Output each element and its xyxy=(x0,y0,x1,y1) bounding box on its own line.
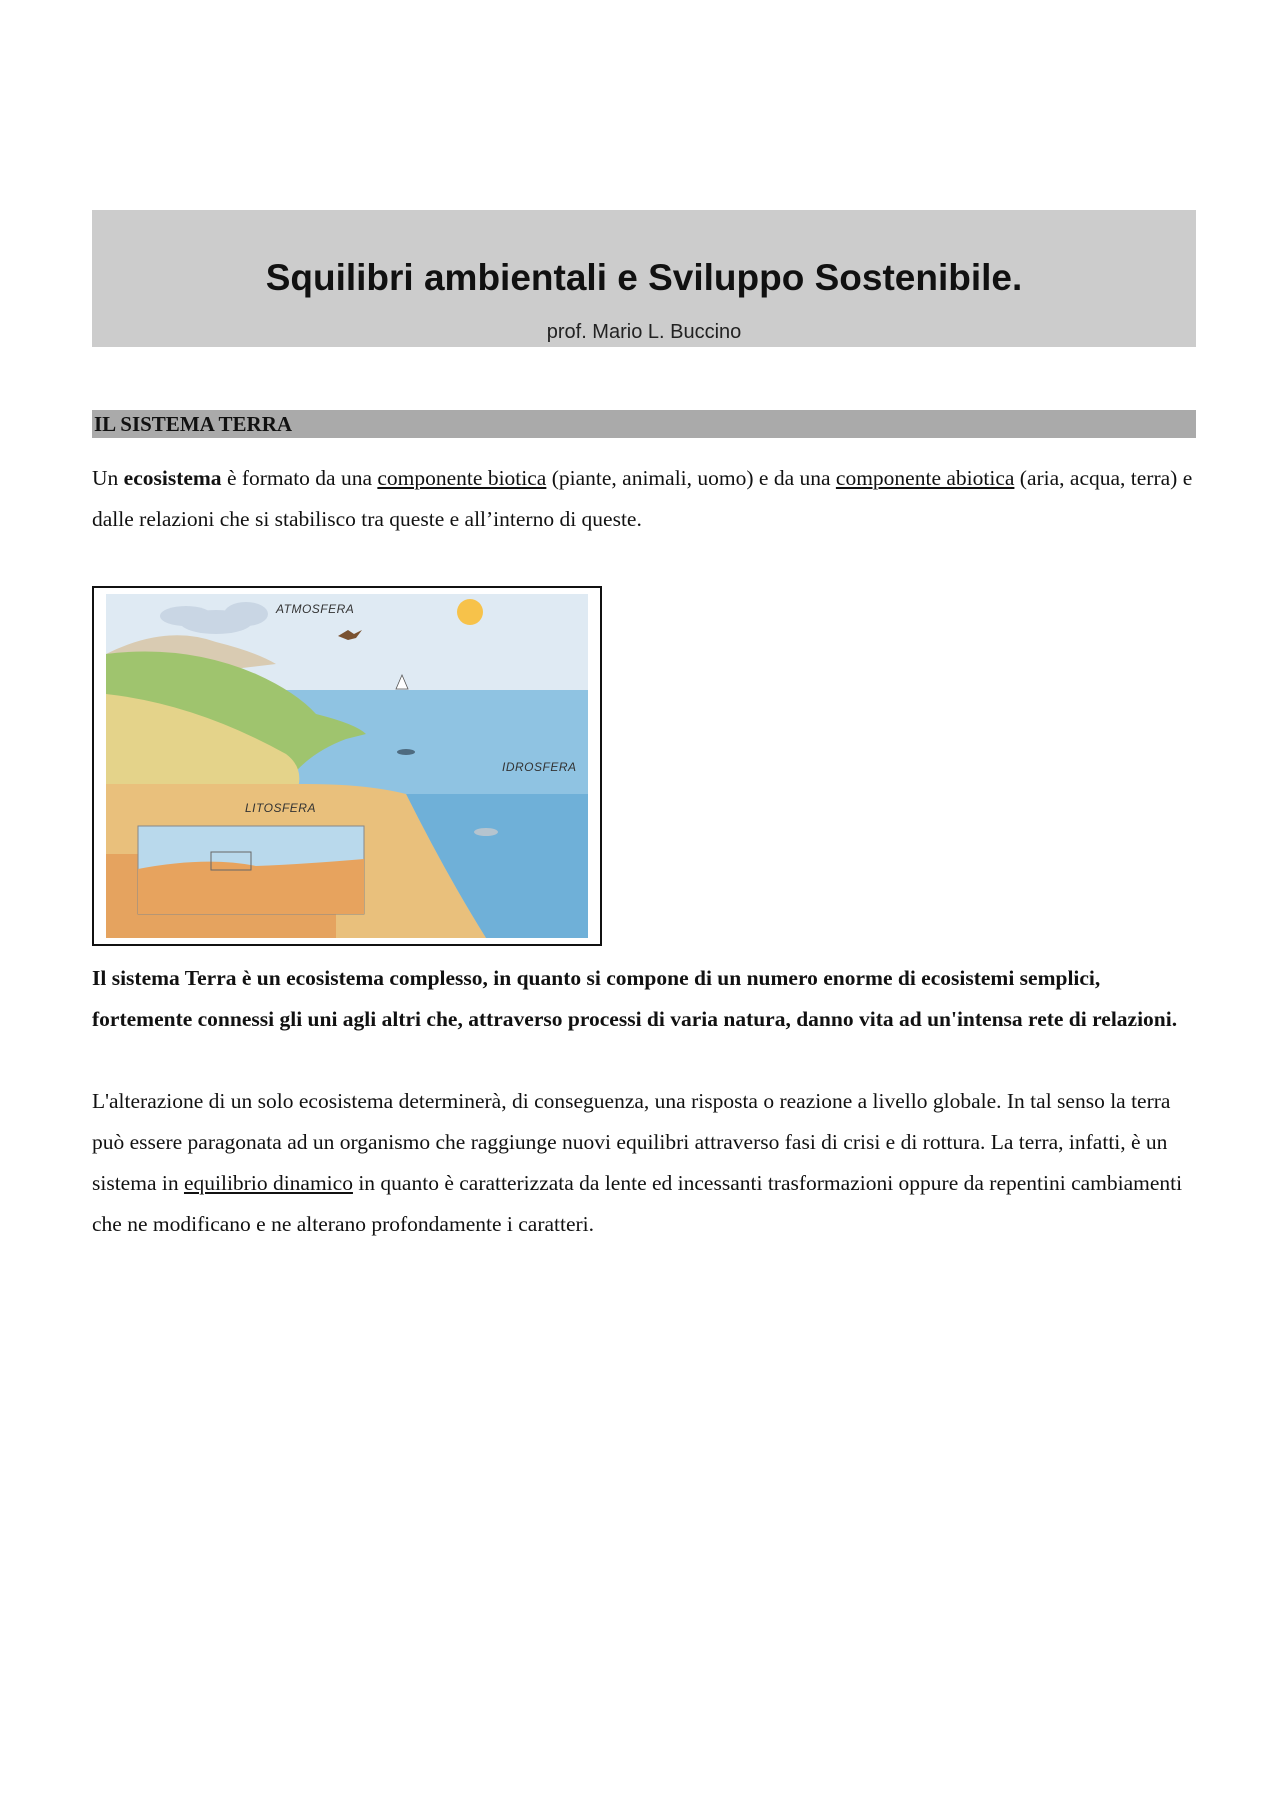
section-heading-bar xyxy=(92,410,1196,438)
sun-icon xyxy=(457,599,483,625)
author-line: prof. Mario L. Buccino xyxy=(546,320,742,343)
term-componente-abiotica: componente abiotica xyxy=(835,466,1015,490)
label-atmosfera: ATMOSFERA xyxy=(276,602,355,616)
earth-system-illustration xyxy=(92,586,602,946)
label-litosfera: LITOSFERA xyxy=(245,801,316,815)
intro-text-4: (aria, acqua, terra) e dalle relazioni che si stabilisco tra queste e all’interno di queste. xyxy=(92,466,1193,531)
bold-paragraph: Il sistema Terra è un ecosistema complesso, in quanto si compone di un numero enorme di ecosistemi semplici, fortemente connessi gli uni agli altri che, attraverso processi di varia natura, danno vita ad un'intensa rete di relazioni. xyxy=(92,966,1178,1031)
label-idrosfera: IDROSFERA xyxy=(502,760,577,774)
intro-paragraph xyxy=(92,458,1196,540)
intro-text-1: Un xyxy=(92,466,124,490)
section-heading: IL SISTEMA TERRA xyxy=(94,412,293,436)
body-paragraph xyxy=(92,1081,1196,1245)
body-text-1: L'alterazione di un solo ecosistema determinerà, di conseguenza, una risposta o reazione a livello globale. In tal senso la terra può essere paragonata ad un organismo che raggiunge nuovi equilibri attraverso fasi di crisi e di rottura. La terra, infatti, è un sistema in xyxy=(92,1089,1171,1195)
term-componente-biotica: componente biotica xyxy=(377,466,547,490)
intro-text-2: è formato da una xyxy=(221,466,378,490)
dolphin-icon xyxy=(397,749,415,755)
term-ecosistema: ecosistema xyxy=(123,466,222,490)
term-equilibrio-dinamico: equilibrio dinamico xyxy=(183,1171,353,1195)
intro-text-3: (piante, animali, uomo) e da una xyxy=(546,466,836,490)
page-title: Squilibri ambientali e Sviluppo Sostenibile. xyxy=(265,257,1023,298)
shark-icon xyxy=(474,828,498,836)
body-text-2: in quanto è caratterizzata da lente ed incessanti trasformazioni oppure da repentini cambiamenti che ne modificano e ne alterano profondamente i caratteri. xyxy=(92,1171,1183,1236)
title-banner xyxy=(92,210,1196,347)
